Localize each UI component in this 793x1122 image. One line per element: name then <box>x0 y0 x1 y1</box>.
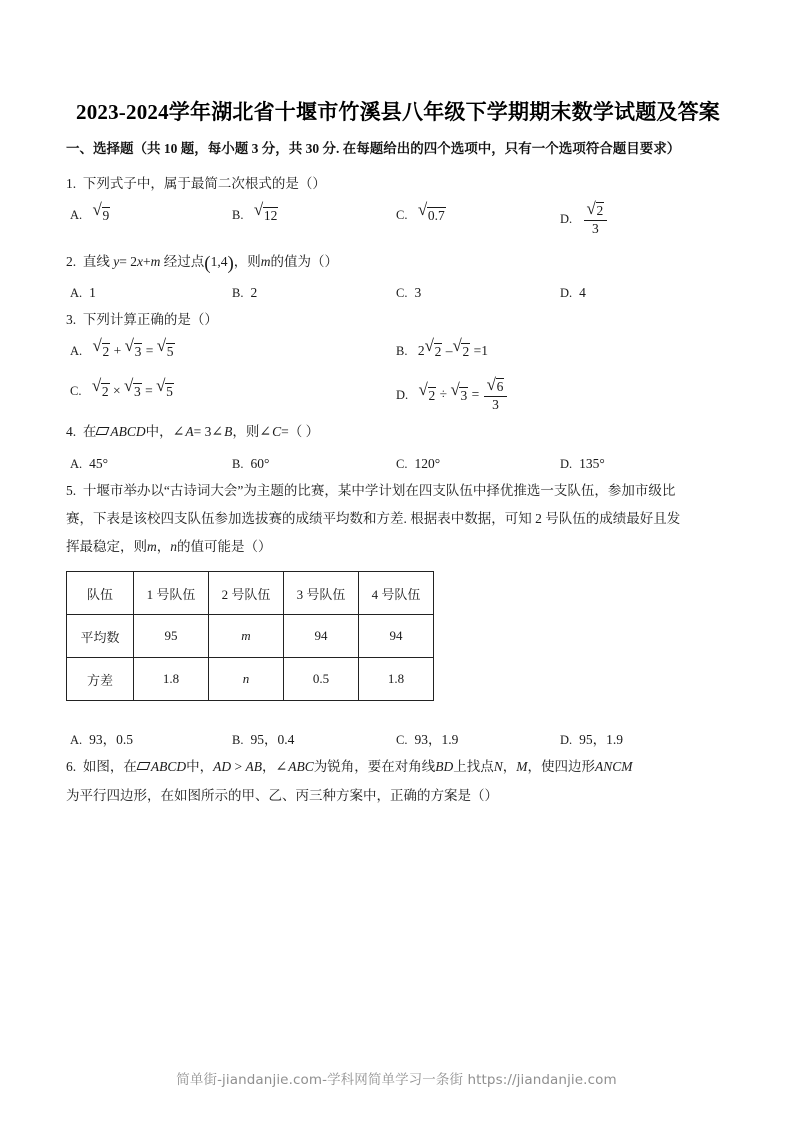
table-cell: 3 号队伍 <box>284 572 359 615</box>
question-3-options-row-1 <box>66 338 730 378</box>
question-3-number: 3. <box>66 312 77 327</box>
sqrt-icon: √ 2 <box>92 336 110 359</box>
fraction: √ 2 3 <box>584 201 608 236</box>
table-cell: 94 <box>359 615 434 658</box>
question-4-option-c[interactable]: C. 120° <box>396 456 441 471</box>
question-2-stem: 2. 直线 y= 2x+m 经过点(1,4)，则m的值为（） <box>66 253 339 274</box>
sqrt-icon: √ 5 <box>156 336 174 359</box>
parallelogram-icon <box>96 427 110 435</box>
question-4-option-b[interactable]: B. 60° <box>232 456 270 471</box>
table-cell: 94 <box>284 615 359 658</box>
question-1-text: 下列式子中，属于最简二次根式的是（） <box>82 176 326 191</box>
option-label-c: C. <box>396 208 408 222</box>
question-2-option-d[interactable]: D. 4 <box>560 285 586 300</box>
sqrt-icon: √ 2 <box>586 199 604 218</box>
section-heading: 一、选择题（共 10 题，每小题 3 分，共 30 分. 在每题给出的四个选项中，只有一个选项符合题目要求） <box>66 141 681 156</box>
option-label-c: C. <box>396 733 408 747</box>
table-row <box>67 658 434 701</box>
table-cell: n <box>209 658 284 701</box>
question-6-number: 6. <box>66 759 77 774</box>
option-label-a: A. <box>70 286 83 300</box>
option-label-b: B. <box>232 733 244 747</box>
sqrt-icon: √ 2 <box>91 376 109 399</box>
option-label-d: D. <box>560 733 573 747</box>
question-1-stem <box>66 170 730 198</box>
option-label-b: B. <box>232 286 244 300</box>
sqrt-icon: √ 0.7 <box>417 200 445 223</box>
table-row-header: 方差 <box>67 658 134 701</box>
angle-icon: ∠ <box>275 760 288 775</box>
question-3-option-a[interactable]: A. √ 2 + √ 3 = √ 5 <box>70 338 175 365</box>
question-5-option-b[interactable]: B. 95，0.4 <box>232 732 295 747</box>
question-3-options-row-2 <box>66 375 730 418</box>
table-cell: 1.8 <box>134 658 209 701</box>
option-label-a: A. <box>70 733 83 747</box>
option-label-d: D. <box>560 211 573 226</box>
question-1-options <box>66 199 730 248</box>
angle-icon: ∠ <box>172 425 185 440</box>
sqrt-icon: √ 2 <box>418 379 436 403</box>
page-title: 2023-2024学年湖北省十堰市竹溪县八年级下学期期末数学试题及答案 <box>76 100 720 124</box>
table-cell: 4 号队伍 <box>359 572 434 615</box>
question-2-option-a[interactable]: A. 1 <box>70 285 96 300</box>
option-label-d: D. <box>560 457 573 471</box>
table-row <box>67 615 434 658</box>
option-label-d: D. <box>560 286 573 300</box>
table-cell: m <box>209 615 284 658</box>
question-1-option-a[interactable] <box>70 202 110 229</box>
question-4-stem: 4. 在 ABCD中，∠A= 3∠B，则∠C=（ ） <box>66 418 730 447</box>
question-2-option-b[interactable]: B. 2 <box>232 285 258 300</box>
question-4-option-d[interactable]: D. 135° <box>560 456 605 471</box>
question-6-stem-line-1: 6. 如图，在 ABCD中，AD > AB，∠ABC为锐角，要在对角线BD上找点N，M，使四边形ANCM <box>66 753 730 782</box>
footer-watermark: 简单街-jiandanjie.com-学科网简单学习一条街 https://jiandanjie.com <box>176 1072 617 1088</box>
option-label-a: A. <box>70 457 83 471</box>
question-5-option-a[interactable]: A. 93，0.5 <box>70 732 134 747</box>
table-cell: 1 号队伍 <box>134 572 209 615</box>
option-label-b: B. <box>232 208 244 222</box>
table-cell: 2 号队伍 <box>209 572 284 615</box>
table-row <box>67 572 434 615</box>
question-1-number: 1. <box>66 176 77 191</box>
sqrt-icon: √ 6 <box>486 375 504 394</box>
table-row-header: 平均数 <box>67 615 134 658</box>
question-5-option-d[interactable]: D. 95，1.9 <box>560 732 624 747</box>
sqrt-icon: √ 3 <box>450 379 468 403</box>
option-label-c: C. <box>396 457 408 471</box>
question-1-option-c[interactable] <box>396 202 446 229</box>
sqrt-icon: √ 3 <box>124 336 142 359</box>
option-label-b: B. <box>396 344 408 358</box>
sqrt-icon: √ 2 <box>452 336 470 359</box>
question-3-option-c[interactable]: C. √ 2 × √ 3 = √ 5 <box>70 378 174 405</box>
fraction: √ 6 3 <box>484 377 508 412</box>
question-5-stem-line-3: 挥最稳定，则m，n的值可能是（） <box>66 539 272 554</box>
sqrt-icon: √ 2 <box>424 336 442 359</box>
parallelogram-icon <box>136 762 150 770</box>
scores-table-wrapper <box>66 571 730 701</box>
scores-table <box>66 571 434 701</box>
sqrt-icon: √ 3 <box>123 376 141 399</box>
question-3-option-b[interactable]: B. 2 √ 2 – √ 2 =1 <box>396 338 488 365</box>
question-4-option-a[interactable]: A. 45° <box>70 456 109 471</box>
option-label-a: A. <box>70 208 83 222</box>
question-2-number: 2. <box>66 254 77 269</box>
option-label-b: B. <box>232 457 244 471</box>
table-row-header: 队伍 <box>67 572 134 615</box>
question-1-option-d[interactable] <box>560 199 608 237</box>
question-4-number: 4. <box>66 424 77 439</box>
sqrt-icon: √ 12 <box>253 200 278 223</box>
question-6-stem-line-2: 为平行四边形，在如图所示的甲、乙、丙三种方案中，正确的方案是（） <box>66 788 498 803</box>
question-5-number: 5. <box>66 483 77 498</box>
angle-icon: ∠ <box>259 425 272 440</box>
question-4-options <box>66 451 730 477</box>
option-label-c: C. <box>396 286 408 300</box>
option-label-a: A. <box>70 344 83 358</box>
question-5-options <box>66 727 730 753</box>
question-5-option-c[interactable]: C. 93，1.9 <box>396 732 459 747</box>
document-content <box>66 92 730 814</box>
question-2-option-c[interactable]: C. 3 <box>396 285 422 300</box>
table-cell: 0.5 <box>284 658 359 701</box>
sqrt-icon: √ 9 <box>92 200 110 223</box>
question-1-option-b[interactable] <box>232 202 278 229</box>
question-5-stem-line-1: 5. 十堰市举办以“古诗词大会”为主题的比赛，某中学计划在四支队伍中择优推选一支队伍，参加市级比 <box>66 483 676 498</box>
question-3-option-d[interactable]: D. √ 2 ÷ √ 3 = √ 6 3 <box>396 378 508 413</box>
table-cell: 95 <box>134 615 209 658</box>
option-label-c: C. <box>70 384 82 398</box>
angle-icon: ∠ <box>211 425 224 440</box>
table-cell: 1.8 <box>359 658 434 701</box>
sqrt-icon: √ 5 <box>156 376 173 399</box>
option-label-d: D. <box>396 387 409 402</box>
question-5-stem-line-2: 赛，下表是该校四支队伍参加选拔赛的成绩平均数和方差. 根据表中数据，可知 2 号队伍的成绩最好且发 <box>66 511 681 526</box>
question-2-options <box>66 280 730 306</box>
question-3-text: 下列计算正确的是（） <box>82 312 218 327</box>
question-3-stem <box>66 306 730 334</box>
